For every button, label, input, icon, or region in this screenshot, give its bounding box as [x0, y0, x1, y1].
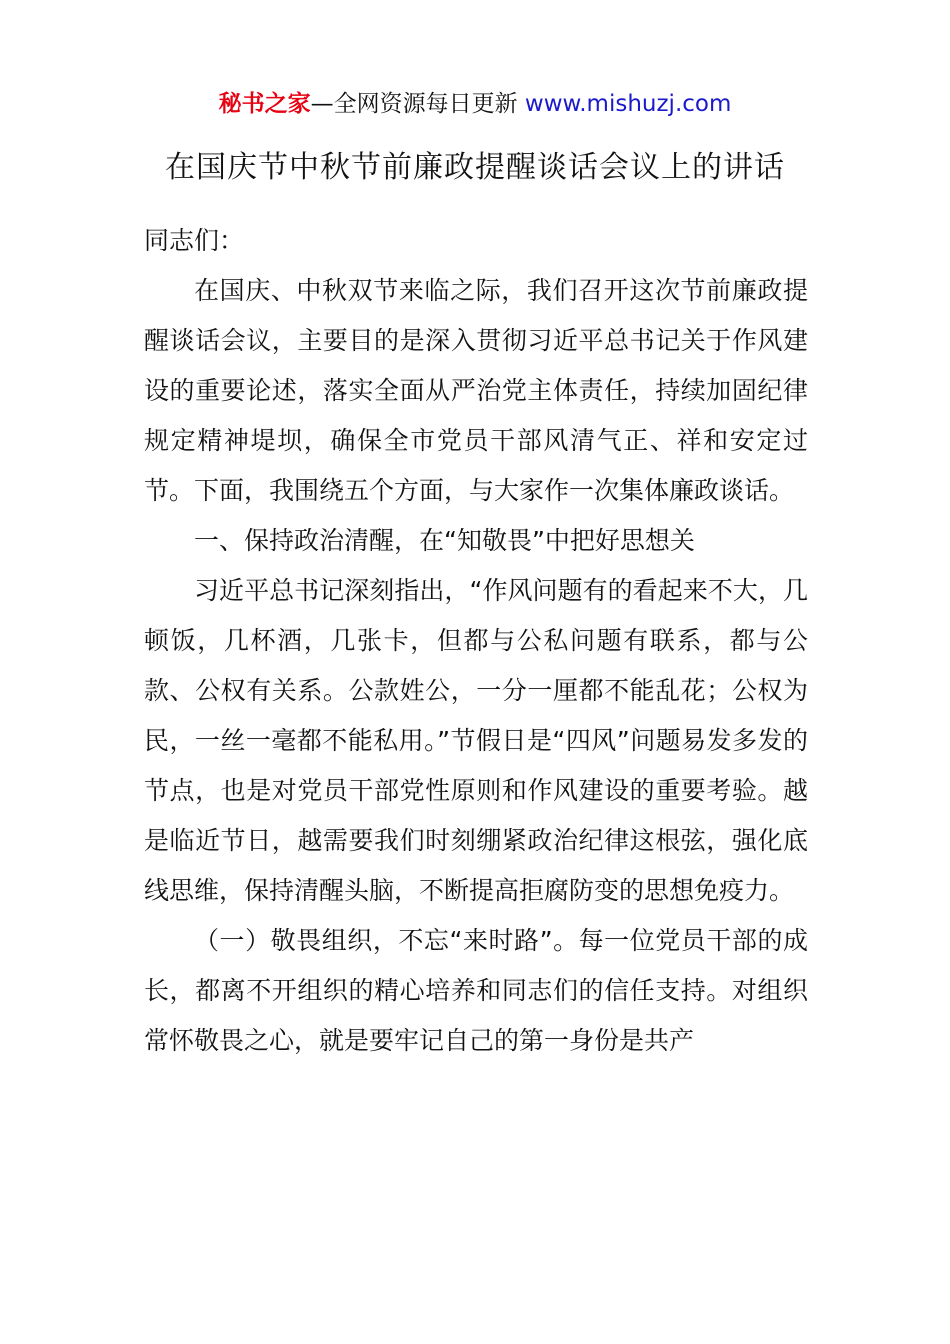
site-header	[0, 88, 950, 120]
paragraph: 在国庆、中秋双节来临之际，我们召开这次节前廉政提醒谈话会议，主要目的是深入贯彻习近平总书记关于作风建设的重要论述，落实全面从严治党主体责任，持续加固纪律规定精神堤坝，确保全市党员干部风清气正、祥和安定过节。下面，我围绕五个方面，与大家作一次集体廉政谈话。	[144, 276, 808, 505]
brand-name: 秘书之家	[218, 91, 311, 117]
document-body	[144, 216, 808, 1066]
header-tagline: —全网资源每日更新	[310, 91, 525, 117]
paragraph: （一）敬畏组织，不忘“来时路”。每一位党员干部的成长，都离不开组织的精心培养和同志们的信任支持。对组织常怀敬畏之心，就是要牢记自己的第一身份是共产	[144, 926, 808, 1055]
section-heading: 一、保持政治清醒，在“知敬畏”中把好思想关	[194, 526, 695, 555]
site-url-link[interactable]: www.mishuzj.com	[524, 91, 732, 117]
salutation: 同志们：	[144, 226, 245, 255]
document-title: 在国庆节中秋节前廉政提醒谈话会议上的讲话	[165, 150, 785, 185]
paragraph: 习近平总书记深刻指出，“作风问题有的看起来不大，几顿饭，几杯酒，几张卡，但都与公私问题有联系，都与公款、公权有关系。公款姓公，一分一厘都不能乱花；公权为民，一丝一毫都不能私用。”节假日是“四风”问题易发多发的节点，也是对党员干部党性原则和作风建设的重要考验。越是临近节日，越需要我们时刻绷紧政治纪律这根弦，强化底线思维，保持清醒头脑，不断提高拒腐防变的思想免疫力。	[144, 576, 808, 905]
